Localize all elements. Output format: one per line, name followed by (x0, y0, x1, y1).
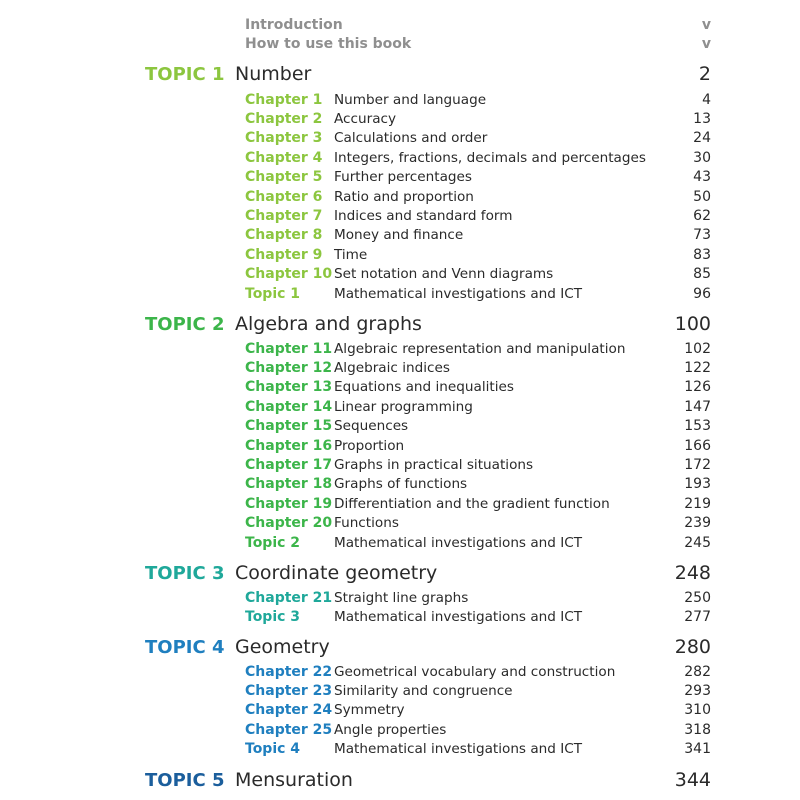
chapter-row (245, 206, 711, 225)
chapter-title: Proportion (334, 437, 405, 454)
chapter-title: Symmetry (334, 702, 405, 719)
chapter-label: Chapter 12 (245, 360, 333, 377)
chapter-row (245, 455, 711, 474)
chapter-title: Sequences (334, 418, 409, 435)
chapter-label: Chapter 16 (245, 437, 333, 454)
chapter-page: 341 (684, 741, 711, 758)
chapter-row (245, 514, 711, 533)
topic-4-heading (145, 635, 711, 659)
chapter-label: Topic 4 (245, 741, 301, 758)
chapter-row (245, 494, 711, 513)
topic-page: 100 (674, 313, 711, 335)
topic-title: Mensuration (235, 769, 353, 791)
front-title: Introduction (245, 17, 343, 33)
chapter-row (245, 740, 711, 759)
front-row-introduction (245, 17, 711, 33)
chapter-label: Topic 1 (245, 285, 301, 302)
chapter-row (245, 475, 711, 494)
chapter-label: Chapter 5 (245, 169, 323, 186)
chapter-row (245, 701, 711, 720)
topic-title: Number (235, 63, 312, 85)
chapter-page: 62 (693, 208, 711, 225)
chapter-title: Equations and inequalities (334, 379, 514, 396)
chapter-label: Chapter 19 (245, 495, 333, 512)
chapter-title: Straight line graphs (334, 589, 469, 606)
chapter-row (245, 265, 711, 284)
topic-3-heading (145, 561, 711, 585)
chapter-label: Chapter 11 (245, 340, 333, 357)
chapter-page: 172 (684, 457, 711, 474)
chapter-row (245, 397, 711, 416)
topic-title: Coordinate geometry (235, 562, 438, 584)
chapter-title: Time (334, 246, 368, 263)
chapter-page: 83 (693, 246, 711, 263)
chapter-row (245, 417, 711, 436)
chapter-row (245, 226, 711, 245)
chapter-title: Mathematical investigations and ICT (334, 534, 583, 551)
chapter-label: Chapter 14 (245, 398, 333, 415)
chapter-label: Chapter 3 (245, 130, 323, 147)
chapter-page: 102 (684, 340, 711, 357)
chapter-title: Number and language (334, 91, 487, 108)
chapter-title: Mathematical investigations and ICT (334, 609, 583, 626)
topic-2-heading (145, 312, 711, 336)
chapter-page: 239 (684, 515, 711, 532)
chapter-title: Mathematical investigations and ICT (334, 285, 583, 302)
chapter-row (245, 284, 711, 303)
front-row-how-to-use (245, 36, 711, 52)
topic-page: 344 (674, 769, 711, 791)
chapter-title: Accuracy (334, 111, 397, 128)
chapter-title: Geometrical vocabulary and construction (334, 663, 616, 680)
chapter-label: Chapter 20 (245, 515, 333, 532)
chapter-page: 318 (684, 721, 711, 738)
chapter-row (245, 681, 711, 700)
topic-label: TOPIC 4 (145, 636, 225, 658)
chapter-page: 245 (684, 534, 711, 551)
chapter-title: Calculations and order (334, 130, 488, 147)
chapter-label: Topic 2 (245, 534, 301, 551)
chapter-title: Angle properties (334, 721, 447, 738)
topic-title: Geometry (235, 636, 330, 658)
chapter-page: 193 (684, 476, 711, 493)
chapter-row (245, 245, 711, 264)
chapter-row (245, 662, 711, 681)
chapter-title: Indices and standard form (334, 208, 513, 225)
front-title: How to use this book (245, 36, 412, 52)
chapter-row (245, 378, 711, 397)
chapter-page: 13 (693, 111, 711, 128)
chapter-title: Graphs of functions (334, 476, 468, 493)
chapter-label: Chapter 6 (245, 188, 323, 205)
chapter-label: Chapter 18 (245, 476, 333, 493)
chapter-page: 282 (684, 663, 711, 680)
chapter-title: Functions (334, 515, 399, 532)
topic-label: TOPIC 5 (145, 769, 225, 791)
chapter-page: 310 (684, 702, 711, 719)
chapter-page: 166 (684, 437, 711, 454)
chapter-page: 277 (684, 609, 711, 626)
chapter-page: 43 (693, 169, 711, 186)
chapter-label: Chapter 21 (245, 589, 333, 606)
topic-page: 248 (674, 562, 711, 584)
chapter-page: 219 (684, 495, 711, 512)
chapter-title: Integers, fractions, decimals and percentages (334, 149, 646, 166)
chapter-title: Linear programming (334, 398, 473, 415)
chapter-row (245, 90, 711, 109)
chapter-label: Chapter 23 (245, 683, 333, 700)
chapter-page: 85 (693, 266, 711, 283)
chapter-label: Chapter 15 (245, 418, 333, 435)
chapter-title: Differentiation and the gradient function (334, 495, 610, 512)
chapter-label: Chapter 4 (245, 149, 323, 166)
chapter-row (245, 168, 711, 187)
chapter-title: Further percentages (334, 169, 472, 186)
chapter-page: 293 (684, 683, 711, 700)
chapter-page: 122 (684, 360, 711, 377)
chapter-label: Chapter 7 (245, 208, 323, 225)
topic-title: Algebra and graphs (235, 313, 422, 335)
chapter-page: 126 (684, 379, 711, 396)
chapter-title: Money and finance (334, 227, 464, 244)
chapter-page: 153 (684, 418, 711, 435)
chapter-title: Algebraic indices (334, 360, 450, 377)
chapter-label: Chapter 17 (245, 457, 333, 474)
chapter-page: 50 (693, 188, 711, 205)
chapter-row (245, 720, 711, 739)
chapter-page: 147 (684, 398, 711, 415)
chapter-page: 4 (702, 91, 711, 108)
topic-5-heading (145, 768, 711, 792)
chapter-row (245, 148, 711, 167)
chapter-row (245, 533, 711, 552)
chapter-row (245, 109, 711, 128)
chapter-label: Chapter 25 (245, 721, 333, 738)
chapter-row (245, 358, 711, 377)
chapter-page: 73 (693, 227, 711, 244)
topic-label: TOPIC 2 (145, 313, 225, 335)
chapter-label: Topic 3 (245, 609, 301, 626)
chapter-title: Mathematical investigations and ICT (334, 741, 583, 758)
chapter-label: Chapter 8 (245, 227, 323, 244)
topic-page: 280 (674, 636, 711, 658)
topic-1-heading (145, 62, 711, 86)
chapter-page: 30 (693, 149, 711, 166)
chapter-row (245, 436, 711, 455)
front-page: v (701, 36, 711, 52)
chapter-row (245, 129, 711, 148)
chapter-title: Ratio and proportion (334, 188, 474, 205)
chapter-label: Chapter 2 (245, 111, 323, 128)
chapter-label: Chapter 10 (245, 266, 333, 283)
front-page: v (701, 17, 711, 33)
topic-label: TOPIC 1 (145, 63, 225, 85)
chapter-title: Algebraic representation and manipulation (334, 340, 626, 357)
topic-page: 2 (698, 63, 711, 85)
chapter-label: Chapter 13 (245, 379, 333, 396)
chapter-label: Chapter 1 (245, 91, 323, 108)
chapter-row (245, 339, 711, 358)
chapter-title: Set notation and Venn diagrams (334, 266, 554, 283)
chapter-row (245, 588, 711, 607)
chapter-title: Similarity and congruence (334, 683, 513, 700)
chapter-row (245, 187, 711, 206)
chapter-label: Chapter 9 (245, 246, 323, 263)
chapter-row (245, 607, 711, 626)
chapter-page: 96 (693, 285, 711, 302)
chapter-page: 250 (684, 589, 711, 606)
chapter-label: Chapter 22 (245, 663, 333, 680)
chapter-page: 24 (693, 130, 711, 147)
chapter-title: Graphs in practical situations (334, 457, 534, 474)
topic-label: TOPIC 3 (145, 562, 225, 584)
chapter-label: Chapter 24 (245, 702, 333, 719)
